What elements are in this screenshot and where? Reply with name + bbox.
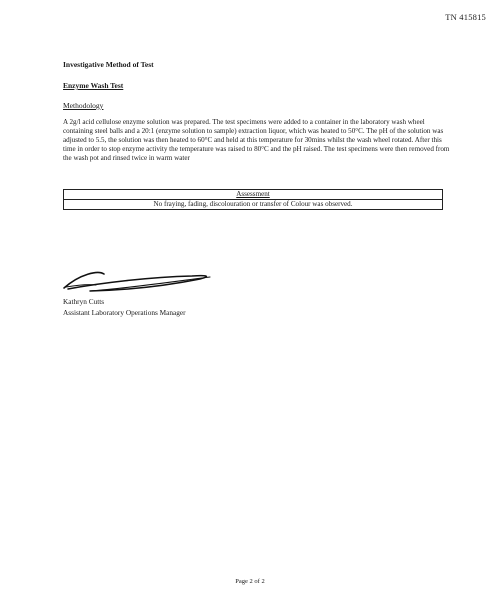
- section-title: Investigative Method of Test: [63, 60, 154, 69]
- assessment-header: Assessment: [64, 190, 443, 200]
- assessment-table: [63, 189, 443, 210]
- signatory-role: Assistant Laboratory Operations Manager: [63, 308, 186, 317]
- signature-image: [60, 266, 220, 296]
- test-name-heading: Enzyme Wash Test: [63, 81, 124, 90]
- signatory-name: Kathryn Cutts: [63, 297, 105, 306]
- assessment-header-row: [64, 190, 443, 200]
- page-number: Page 2 of 2: [235, 578, 265, 585]
- methodology-heading: Methodology: [63, 101, 104, 110]
- assessment-result: No fraying, fading, discolouration or transfer of Colour was observed.: [64, 200, 443, 210]
- assessment-result-row: [64, 200, 443, 210]
- document-reference: TN 415815: [445, 12, 486, 22]
- methodology-paragraph: A 2g/l acid cellulose enzyme solution was prepared. The test specimens were added to a container in the laboratory wash wheel containing steel balls and a 20:1 (enzyme solution to sample) extraction liquor, which was heated to 50°C. The pH of the solution was adjusted to 5.5, the solution was then heated to 60°C and held at this temperature for 30mins whilst the wash wheel rotated. After this time in order to stop enzyme activity the temperature was raised to 80°C and the pH raised. The test specimens were then removed from the wash pot and rinsed twice in warm water: [63, 118, 450, 162]
